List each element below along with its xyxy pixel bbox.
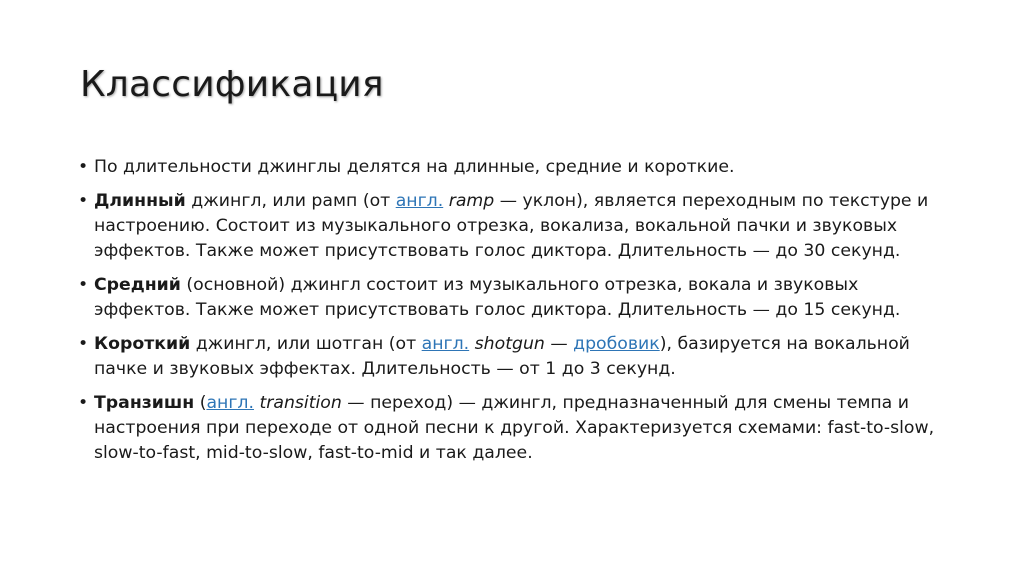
link-angl-transition[interactable]: англ. <box>206 393 254 413</box>
term-transition: Транзишн <box>94 393 195 413</box>
link-angl-ramp[interactable]: англ. <box>395 191 444 211</box>
bullet-text: — <box>544 334 574 354</box>
bullet-text: ), базируется на вокальной пачке и звуковых эффектах. Длительность — от 1 до 3 секунд. <box>94 334 910 379</box>
bullet-item-transition <box>78 391 958 466</box>
bullet-text: ( <box>194 393 207 413</box>
bullet-dot-icon: • <box>78 191 89 211</box>
term-transition-en: transition <box>259 393 342 413</box>
bullet-item-medium <box>78 273 958 323</box>
bullet-text: По длительности джинглы делятся на длинные, средние и короткие. <box>94 157 735 177</box>
link-drobovik[interactable]: дробовик <box>573 334 660 354</box>
bullet-item-short <box>78 332 958 382</box>
bullet-text: джингл, или шотган (от <box>190 334 422 354</box>
term-ramp: ramp <box>448 191 495 211</box>
bullet-dot-icon: • <box>78 157 89 177</box>
bullet-text: джингл, или рамп (от <box>185 191 396 211</box>
bullet-text: — переход) — джингл, предназначенный для смены темпа и настроения при переходе от одной песни к другой. Характеризуется схемами: fast-to-slow, slow-to-fast, mid-to-slow, fast-to-mid и так далее. <box>94 393 935 463</box>
bullet-dot-icon: • <box>78 334 89 354</box>
bullet-list <box>78 155 958 475</box>
bullet-dot-icon: • <box>78 393 89 413</box>
bullet-text: (основной) джингл состоит из музыкального отрезка, вокала и звуковых эффектов. Также может присутствовать голос диктора. Длительность — до 15 секунд. <box>94 275 901 320</box>
term-long: Длинный <box>94 191 186 211</box>
bullet-dot-icon: • <box>78 275 89 295</box>
term-short: Короткий <box>94 334 191 354</box>
bullet-item-long <box>78 189 958 264</box>
link-angl-shotgun[interactable]: англ. <box>421 334 470 354</box>
slide-title: Классификация <box>80 64 384 105</box>
bullet-text: — уклон), является переходным по текстуре и настроению. Состоит из музыкального отрезка, вокализа, вокальной пачки и звуковых эффектов. Также может присутствовать голос диктора. Длительность — до 30 секунд. <box>94 191 929 261</box>
term-medium: Средний <box>94 275 181 295</box>
bullet-item-duration <box>78 155 958 180</box>
term-shotgun: shotgun <box>474 334 545 354</box>
